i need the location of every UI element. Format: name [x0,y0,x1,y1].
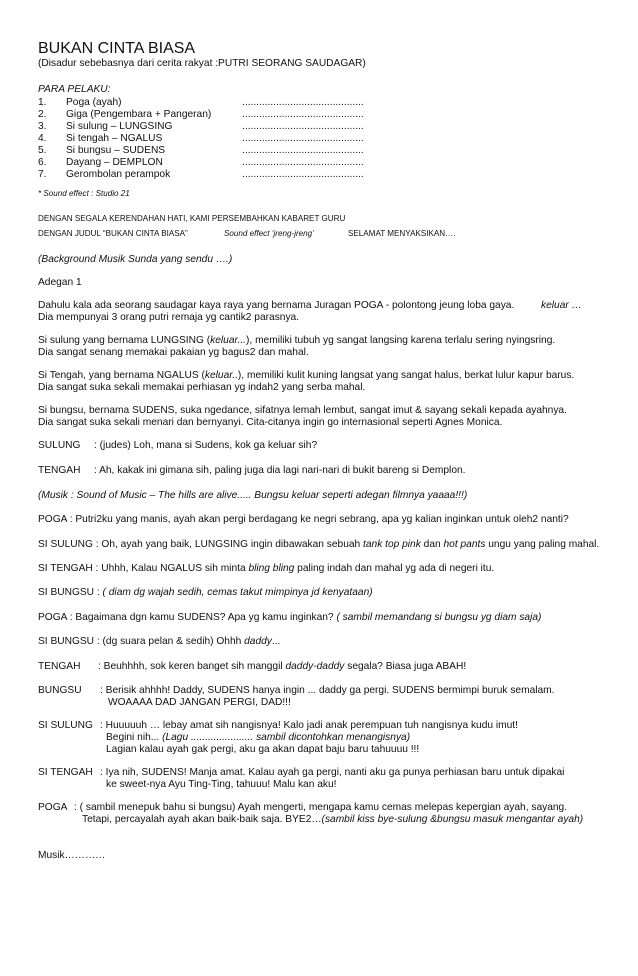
dedication-title: DENGAN JUDUL “BUKAN CINTA BIASA” [38,229,188,238]
dedication-sound-effect: Sound effect ‘jreng-jreng’ [224,229,314,238]
document-title: BUKAN CINTA BIASA [38,40,196,57]
cast-role: Si sulung – LUNGSING [66,121,173,132]
cast-role: Gerombolan perampok [66,169,171,180]
dialogue-line [38,636,280,648]
sound-effect-note: * Sound effect : Studio 21 [38,189,130,198]
narration-line: Dia sangat suka sekali menari dan bernyanyi. Cita-citanya ingin go internasional seperti Agnes Monica. [38,417,503,428]
dialogue-text: ungu yang paling mahal. [485,539,600,550]
dialogue-text: : Ah, kakak ini gimana sih, paling juga dia lagi nari-nari di bukit bareng si Demplon. [94,465,466,476]
cast-role: Giga (Pengembara + Pangeran) [66,109,212,120]
dialogue-text: segala? Biasa juga ABAH! [344,661,467,672]
cast-dots: ........................................... [242,97,364,108]
cast-number: 7. [38,169,47,180]
cast-role: Si bungsu – SUDENS [66,145,166,156]
cast-role: Si tengah – NGALUS [66,133,163,144]
dialogue-text: SI BUNGSU : (dg suara pelan & sedih) Ohhh [38,636,245,647]
speaker-name: TENGAH [38,465,81,476]
stage-direction: (sambil kiss bye-sulung &bungsu masuk mengantar ayah) [321,814,584,825]
dedication-closing: SELAMAT MENYAKSIKAN…. [348,229,456,238]
dialogue-text: SI SULUNG : Oh, ayah yang baik, LUNGSING ingin dibawakan sebuah [38,539,364,550]
music-cue: (Musik : Sound of Music – The hills are alive..... Bungsu keluar seperti adegan filmnya yaaaa!!!) [38,490,468,501]
dialogue-text: SI TENGAH : Uhhh, Kalau NGALUS sih minta [38,563,249,574]
narration-text: ), memiliki kulit kuning langsat yang sangat halus, berkat lulur kapur barus. [237,370,575,381]
cast-heading: PARA PELAKU: [38,84,111,95]
stage-direction: keluar … [541,300,582,311]
dialogue-text: POGA : Bagaimana dgn kamu SUDENS? Apa yg kamu inginkan? [38,612,337,623]
dialogue-text: ke sweet-nya Ayu Ting-Ting, tahuuu! Malu kan aku! [106,779,337,790]
cast-role: Dayang – DEMPLON [66,157,163,168]
background-music-note: (Background Musik Sunda yang sendu ….) [38,254,233,265]
narration-line [38,300,582,312]
cast-number: 3. [38,121,47,132]
cast-role: Poga (ayah) [66,97,122,108]
cast-dots: ........................................... [242,133,364,144]
dialogue-line [38,563,494,575]
narration-text: Si Tengah, yang bernama NGALUS ( [38,370,205,381]
cast-dots: ........................................... [242,145,364,156]
stage-direction: keluar.. [204,370,238,381]
emphasis-text: tank top pink [363,539,421,550]
document-subtitle: (Disadur sebebasnya dari cerita rakyat :PUTRI SEORANG SAUDAGAR) [38,58,366,69]
narration-line: Si bungsu, bernama SUDENS, suka ngedance, sifatnya lemah lembut, sangat imut & sayang sekali kepada ayahnya. [38,405,567,416]
cast-number: 6. [38,157,47,168]
cast-number: 5. [38,145,47,156]
speaker-name: SI TENGAH [38,767,93,778]
dialogue-text [106,732,410,744]
cast-dots: ........................................... [242,121,364,132]
stage-direction: (Lagu ...................... sambil dicontohkan menangisnya) [162,732,411,743]
emphasis-text: hot pants [443,539,486,550]
dialogue-line [38,587,373,599]
speaker-name: BUNGSU [38,685,82,696]
stage-direction: ( diam dg wajah sedih, cemas takut mimpinya jd kenyataan) [102,587,373,598]
dialogue-text: Tetapi, percayalah ayah akan baik-baik saja. BYE2… [82,814,322,825]
dialogue-text: paling indah dan mahal yg ada di negeri itu. [294,563,495,574]
narration-line: Dia sangat suka sekali memakai perhiasan yg indah2 yang serba mahal. [38,382,366,393]
dialogue-text: ... [271,636,281,647]
narration-line: Dia mempunyai 3 orang putri remaja yg cantik2 parasnya. [38,312,300,323]
dedication-line-1: DENGAN SEGALA KERENDAHAN HATI, KAMI PERSEMBAHKAN KABARET GURU [38,214,346,223]
emphasis-text: bling bling [248,563,295,574]
cast-number: 4. [38,133,47,144]
scene-heading: Adegan 1 [38,277,82,288]
music-cue: Musik………… [38,850,106,861]
dialogue-text: : Beuhhhh, sok keren banget sih manggil [98,661,286,672]
speaker-name: TENGAH [38,661,81,672]
dialogue-text [98,661,466,673]
speaker-name: POGA [38,802,68,813]
dialogue-text: : Berisik ahhhh! Daddy, SUDENS hanya ingin ... daddy ga pergi. SUDENS bermimpi buruk semalam. [100,685,555,696]
dialogue-line: POGA : Putri2ku yang manis, ayah akan pergi berdagang ke negri sebrang, apa yg kalian inginkan untuk oleh2 nanti? [38,514,569,525]
dialogue-line [38,612,541,624]
cast-dots: ........................................... [242,109,364,120]
narration-line [38,370,574,382]
narration-text: Si sulung yang bernama LUNGSING ( [38,335,211,346]
dialogue-text: : ( sambil menepuk bahu si bungsu) Ayah mengerti, mengapa kamu cemas melepas kepergian ayah, sayang. [74,802,568,813]
stage-direction: keluar... [210,335,247,346]
dialogue-text: : Huuuuuh … lebay amat sih nangisnya! Kalo jadi anak perempuan tuh nangisnya kudu imut! [100,720,518,731]
emphasis-text: daddy-daddy [285,661,345,672]
dialogue-text: WOAAAA DAD JANGAN PERGI, DAD!!! [108,697,291,708]
narration-text: Dahulu kala ada seorang saudagar kaya raya yang bernama Juragan POGA - polontong jeung loba gaya. [38,300,515,311]
dialogue-text: dan [420,539,444,550]
cast-number: 1. [38,97,47,108]
dialogue-text: Begini nih... [106,732,163,743]
dialogue-text: Lagian kalau ayah gak pergi, aku ga akan dapat baju baru tahuuuu !!! [106,744,420,755]
cast-dots: ........................................... [242,169,364,180]
speaker-name: SI SULUNG [38,720,93,731]
dialogue-line [38,539,599,551]
dialogue-text: SI BUNGSU : [38,587,103,598]
narration-line [38,335,555,347]
emphasis-text: daddy [244,636,272,647]
speaker-name: SULUNG [38,440,81,451]
narration-text: ), memiliki tubuh yg sangat langsing karena terlalu sering nyingsring. [246,335,556,346]
dialogue-text [82,814,583,826]
cast-number: 2. [38,109,47,120]
stage-direction: ( sambil memandang si bungsu yg diam saja) [336,612,542,623]
dialogue-text: : Iya nih, SUDENS! Manja amat. Kalau ayah ga pergi, nanti aku ga punya perhiasan baru untuk dipakai [100,767,565,778]
dialogue-text: : (judes) Loh, mana si Sudens, kok ga keluar sih? [94,440,318,451]
narration-line: Dia sangat senang memakai pakaian yg bagus2 dan mahal. [38,347,309,358]
cast-dots: ........................................... [242,157,364,168]
